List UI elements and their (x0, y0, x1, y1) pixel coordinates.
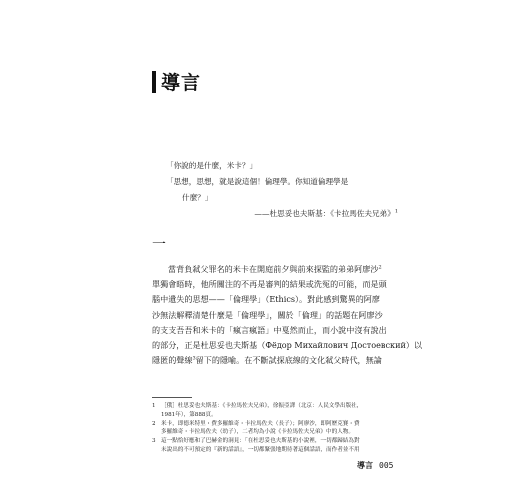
chapter-heading (152, 68, 201, 95)
epigraph (166, 158, 398, 222)
footnote-ref: 3 (192, 355, 196, 362)
footnote (152, 437, 400, 455)
epigraph-line: 「你說的是什麼，米卡？」 (166, 161, 258, 170)
footnote-ref: 2 (378, 264, 382, 271)
epigraph-attribution-text: ——杜思妥也夫斯基：《卡拉馬佐夫兄弟》 (254, 209, 395, 218)
footnote-ref: 1 (394, 208, 398, 215)
footnote-text: 米卡，即德米特里・費多羅維奇・卡拉馬佐夫（長子）；阿廖沙，即阿歷克賽・費 (161, 420, 360, 427)
footnote-number: 1 (152, 403, 156, 409)
body-text: 隱匿的聲線 (152, 355, 193, 366)
body-line: 腦中遺失的思想——「倫理學」（Ethics）。對此感到驚異的阿廖 (152, 294, 380, 305)
body-line: 的支支吾吾和米卡的「瘋言瘋語」中戛然而止，而小說中沒有說出 (152, 324, 387, 335)
body-line (152, 353, 400, 368)
body-text: 留下的隱喻。在不斷試探底線的文化弒父時代，無論 (195, 355, 382, 366)
footnote (152, 402, 400, 420)
body-line: 的部分，正是杜思妥也夫斯基（Фёдор Михайлович Достоевский）以 (152, 340, 423, 351)
body-line: 單獨會晤時，他所關注的不再是審判的結果或洗冤的可能，而是頭 (152, 279, 387, 290)
body-text: 當背負弒父罪名的米卡在開庭前夕與前來探監的弟弟阿廖沙 (168, 264, 379, 274)
page-number: 005 (379, 461, 394, 470)
page-footer (357, 460, 393, 471)
body-line: 沙無法解釋清楚什麼是「倫理學」，關於「倫理」的話題在阿廖沙 (152, 309, 383, 320)
chapter-title: 導言 (161, 72, 202, 94)
chapter-marker-bar (152, 71, 156, 93)
footnote-text: 1981年），第888頁。 (161, 411, 217, 418)
footnotes (152, 402, 400, 455)
footnote-text: ［俄］杜思妥也夫斯基：《卡拉馬佐夫兄弟》，徐振亞譯（北京：人民文學出版社， (161, 403, 363, 409)
footnote-text: 多羅維奇・卡拉馬佐夫（幼子），二者均為小說《卡拉馬佐夫兄弟》中的人物。 (161, 429, 354, 436)
epigraph-line: 「思想，思想，就是說這個！倫理學。你知道倫理學是 (166, 177, 349, 186)
footnote-divider (152, 397, 192, 398)
footnote-text: 未說出的不可預定的『新的話語』，一切都緊張地期待著這個話語，而作者並不用 (161, 446, 360, 453)
epigraph-attribution (166, 206, 398, 222)
footnote-text: 這一點恰好應和了巴赫金的洞見：「在杜思妥也夫斯基的小說裡，一切都歸結為對 (161, 438, 360, 445)
footnote-number: 2 (152, 420, 156, 427)
section-number: 一 (152, 237, 166, 253)
footnote-number: 3 (152, 438, 156, 445)
footnote (152, 420, 400, 438)
body-paragraph (152, 262, 423, 368)
running-footer-title: 導言 (357, 461, 373, 470)
body-line (152, 262, 400, 277)
epigraph-line: 什麼？」 (182, 193, 213, 202)
